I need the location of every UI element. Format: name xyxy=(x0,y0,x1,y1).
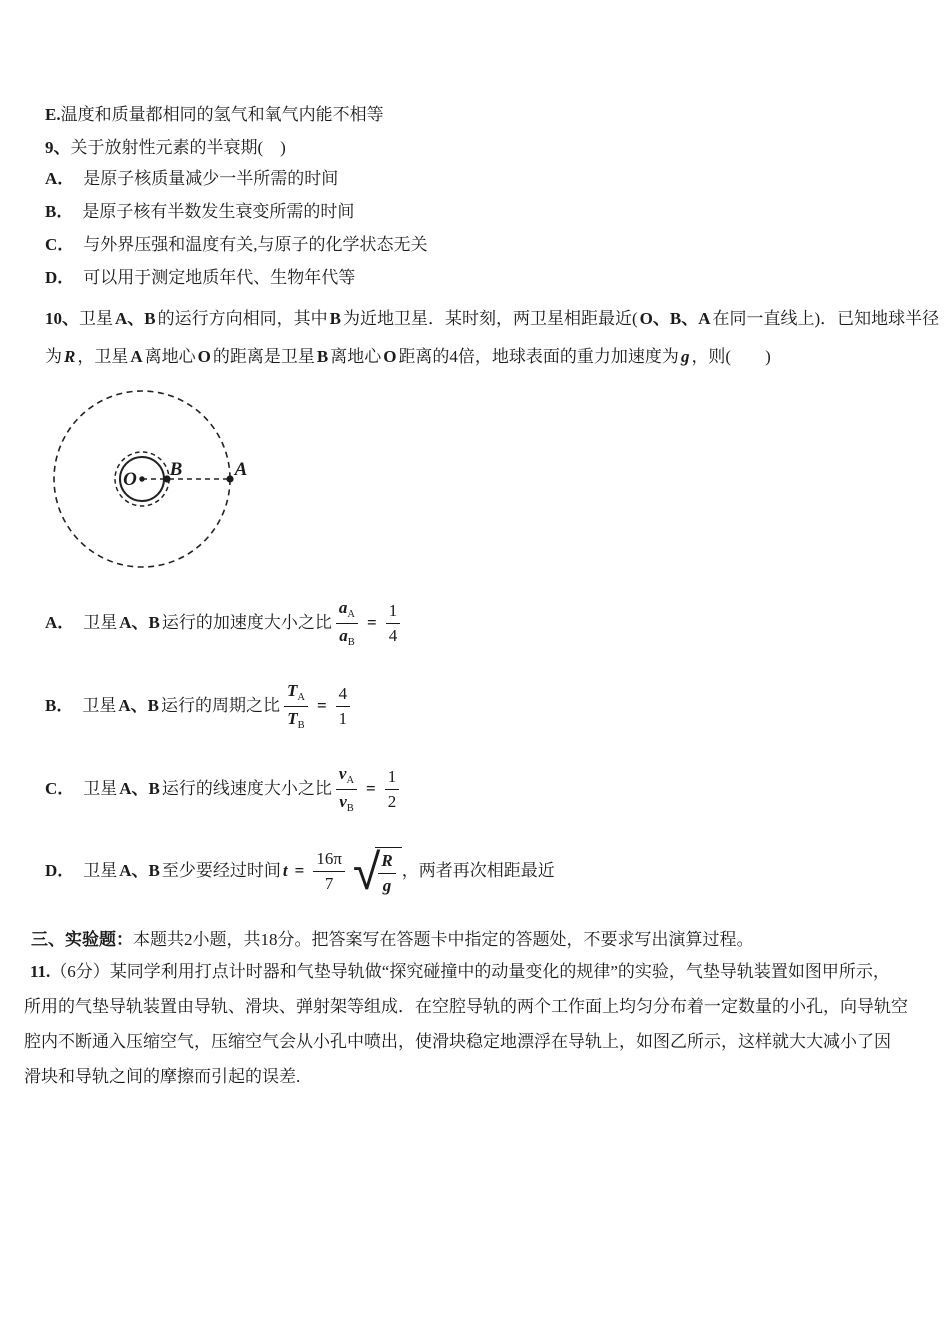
frac-num-base: R xyxy=(381,851,393,870)
q9-option-d-label: D． xyxy=(45,268,75,287)
q9-option-d-text: 可以用于测定地质年代、生物年代等 xyxy=(83,268,356,287)
label-A: A xyxy=(234,459,248,480)
frac-den xyxy=(336,624,358,649)
frac-den: 2 xyxy=(387,791,397,811)
q9-option-c-label: C． xyxy=(45,235,75,254)
frac-den: 4 xyxy=(388,625,398,645)
q11-line3 xyxy=(24,1024,912,1059)
q10-option-c-ab: A、B xyxy=(119,779,160,798)
q10-option-c-text: 运行的线速度大小之比 xyxy=(161,779,332,798)
q9-option-c-text: 与外界压强和温度有关,与原子的化学状态无关 xyxy=(83,235,428,254)
q10-option-d xyxy=(45,843,912,902)
frac-num: 1 xyxy=(386,601,401,624)
frac-num: 16π xyxy=(313,849,345,872)
frac-den: 7 xyxy=(324,873,334,893)
q9-option-b-text: 是原子核有半数发生衰变所需的时间 xyxy=(82,202,355,221)
q10-option-c-lhs-fraction xyxy=(336,764,357,814)
frac-den-sub: B xyxy=(347,636,355,648)
frac-den-base: v xyxy=(339,791,347,811)
q10-option-d-suffix: ，两者再次相距最近 xyxy=(401,861,555,881)
q10-l1-s4: B xyxy=(329,309,341,328)
q11-number: 11. xyxy=(30,962,51,982)
section3-heading xyxy=(31,929,912,951)
q9-option-a xyxy=(45,168,912,190)
q10-stem-line1 xyxy=(45,300,940,338)
q9-number: 9、 xyxy=(45,138,71,157)
q10-option-b-label: B． xyxy=(45,696,74,715)
square-root xyxy=(352,843,402,902)
q9-option-c xyxy=(45,234,912,256)
frac-den-base: g xyxy=(382,875,392,895)
q10-stem xyxy=(45,300,940,376)
q10-l2-s3: 离地心 xyxy=(144,347,196,366)
q10-option-c-pre: 卫星 xyxy=(83,779,118,798)
q10-l1-s3: 的运行方向相同，其中 xyxy=(157,309,328,328)
q11-line4-text: 滑块和导轨之间的摩擦而引起的误差. xyxy=(24,1067,301,1087)
frac-den-base: a xyxy=(339,625,348,645)
frac-den xyxy=(336,790,357,815)
q10-l2-s6: 距离的4倍，地球表面的重力加速度为 xyxy=(398,347,679,366)
frac-num xyxy=(336,598,358,624)
q11-line3-text: 腔内不断通入压缩空气，压缩空气会从小孔中喷出，使滑块稳定地漂浮在导轨上，如图乙所示，这样就大大减小了因 xyxy=(24,1032,891,1052)
q10-option-a-rhs-fraction xyxy=(386,601,401,645)
q10-l2-s4: 的距离是卫星 xyxy=(212,347,315,366)
label-O: O xyxy=(123,469,137,490)
frac-den-sub: B xyxy=(346,802,354,814)
q10-option-d-coefficient-fraction xyxy=(313,849,345,893)
q10-option-d-var-t: t xyxy=(282,861,288,881)
q10-var-g: g xyxy=(680,347,690,366)
q8-option-e xyxy=(45,104,912,126)
q10-l2-O2: O xyxy=(383,347,397,366)
frac-num-sub: A xyxy=(297,692,305,703)
q11-line2 xyxy=(24,989,912,1024)
q10-option-d-sqrt-fraction xyxy=(378,851,395,895)
q10-l2-s2: ，卫星 xyxy=(77,347,129,366)
q11-score: （6分） xyxy=(50,962,110,982)
frac-den xyxy=(380,874,395,896)
q10-option-a-text: 运行的加速度大小之比 xyxy=(161,613,332,632)
q10-option-d-pre: 卫星 xyxy=(83,861,118,881)
frac-num: 4 xyxy=(336,684,351,707)
q10-option-c-rhs-fraction xyxy=(385,767,400,811)
frac-num xyxy=(378,851,395,874)
q10-option-d-ab: A、B xyxy=(119,861,160,881)
q10-option-b-ab: A、B xyxy=(118,696,159,715)
frac-den xyxy=(284,707,307,732)
satellite-A-dot xyxy=(226,475,233,482)
q10-l1-s7: 在同一直线上)．已知地球半径 xyxy=(712,309,940,328)
q10-l2-s5: 离地心 xyxy=(330,347,382,366)
q10-option-b-lhs-fraction xyxy=(284,681,308,731)
q9-option-b-label: B． xyxy=(45,202,74,221)
q10-option-a-pre: 卫星 xyxy=(83,613,118,632)
q9-option-a-text: 是原子核质量减少一半所需的时间 xyxy=(83,169,339,188)
radical-sign-icon: √ xyxy=(352,843,381,902)
q10-l1-s6: O、B、A xyxy=(639,309,711,328)
q8-option-e-label: E. xyxy=(45,105,61,124)
q10-l2-O1: O xyxy=(197,347,211,366)
q10-l1-s5: 为近地卫星．某时刻，两卫星相距最近( xyxy=(342,309,638,328)
frac-den-base: T xyxy=(287,708,298,728)
q9-option-b xyxy=(45,201,912,223)
q10-number: 10、 xyxy=(45,309,79,328)
q10-option-c xyxy=(45,764,912,814)
q9-stem xyxy=(45,137,912,159)
label-B: B xyxy=(169,459,183,480)
frac-num-sub: A xyxy=(347,609,355,620)
q10-option-b-pre: 卫星 xyxy=(82,696,117,715)
q9-stem-text: 关于放射性元素的半衰期( ) xyxy=(70,138,286,157)
q10-l2-s1: 为 xyxy=(45,347,62,366)
q10-l2-A: A xyxy=(130,347,143,366)
frac-den: 1 xyxy=(338,708,348,728)
q11-line2-text: 所用的气垫导轨装置由导轨、滑块、弹射架等组成．在空腔导轨的两个工作面上均匀分布着一定数量的小孔，向导轨空 xyxy=(24,997,908,1017)
q10-option-b xyxy=(45,681,912,731)
section3-text: 本题共2小题，共18分。把答案写在答题卡中指定的答题处，不要求写出演算过程。 xyxy=(133,930,754,950)
q10-option-d-text: 至少要经过时间 xyxy=(161,861,281,881)
q11-line1-text: 某同学利用打点计时器和气垫导轨做“探究碰撞中的动量变化的规律”的实验，气垫导轨装置如图甲所示， xyxy=(109,962,890,982)
center-O-dot xyxy=(139,476,144,481)
frac-num xyxy=(284,681,308,707)
frac-num-sub: A xyxy=(346,775,355,786)
q10-var-R: R xyxy=(64,347,76,366)
q10-stem-line2 xyxy=(45,338,912,376)
q8-option-e-text: 温度和质量都相同的氢气和氧气内能不相等 xyxy=(60,105,384,124)
q10-option-b-rhs-fraction xyxy=(336,684,351,728)
frac-num: 1 xyxy=(385,767,400,790)
equals-sign: = xyxy=(366,779,376,798)
orbit-diagram xyxy=(50,390,262,572)
frac-num-base: v xyxy=(338,764,347,783)
q10-l2-s7: ，则( ) xyxy=(691,347,771,366)
frac-num xyxy=(336,764,357,790)
q10-l1-s2: A、B xyxy=(115,309,156,328)
q10-option-a-lhs-fraction xyxy=(336,598,358,648)
q10-option-a-ab: A、B xyxy=(119,613,160,632)
section3-prefix: 三、实验题： xyxy=(31,930,133,950)
q10-l2-B: B xyxy=(316,347,329,366)
q9-option-a-label: A． xyxy=(45,169,75,188)
q10-option-d-label: D． xyxy=(45,861,75,881)
frac-num-base: a xyxy=(338,598,348,617)
q9-option-d xyxy=(45,267,912,289)
q10-option-c-label: C． xyxy=(45,779,75,798)
q10-option-a xyxy=(45,598,912,648)
q10-option-b-text: 运行的周期之比 xyxy=(160,696,280,715)
q10-l1-s1: 卫星 xyxy=(79,309,113,328)
q10-option-a-label: A． xyxy=(45,613,75,632)
frac-num-base: T xyxy=(286,681,298,700)
equals-sign: = xyxy=(294,861,305,881)
q11-line4 xyxy=(24,1059,912,1094)
equals-sign: = xyxy=(316,696,327,715)
q10-options xyxy=(45,598,912,902)
equals-sign: = xyxy=(367,613,377,632)
q11-line1 xyxy=(30,961,912,983)
frac-den-sub: B xyxy=(297,719,305,731)
